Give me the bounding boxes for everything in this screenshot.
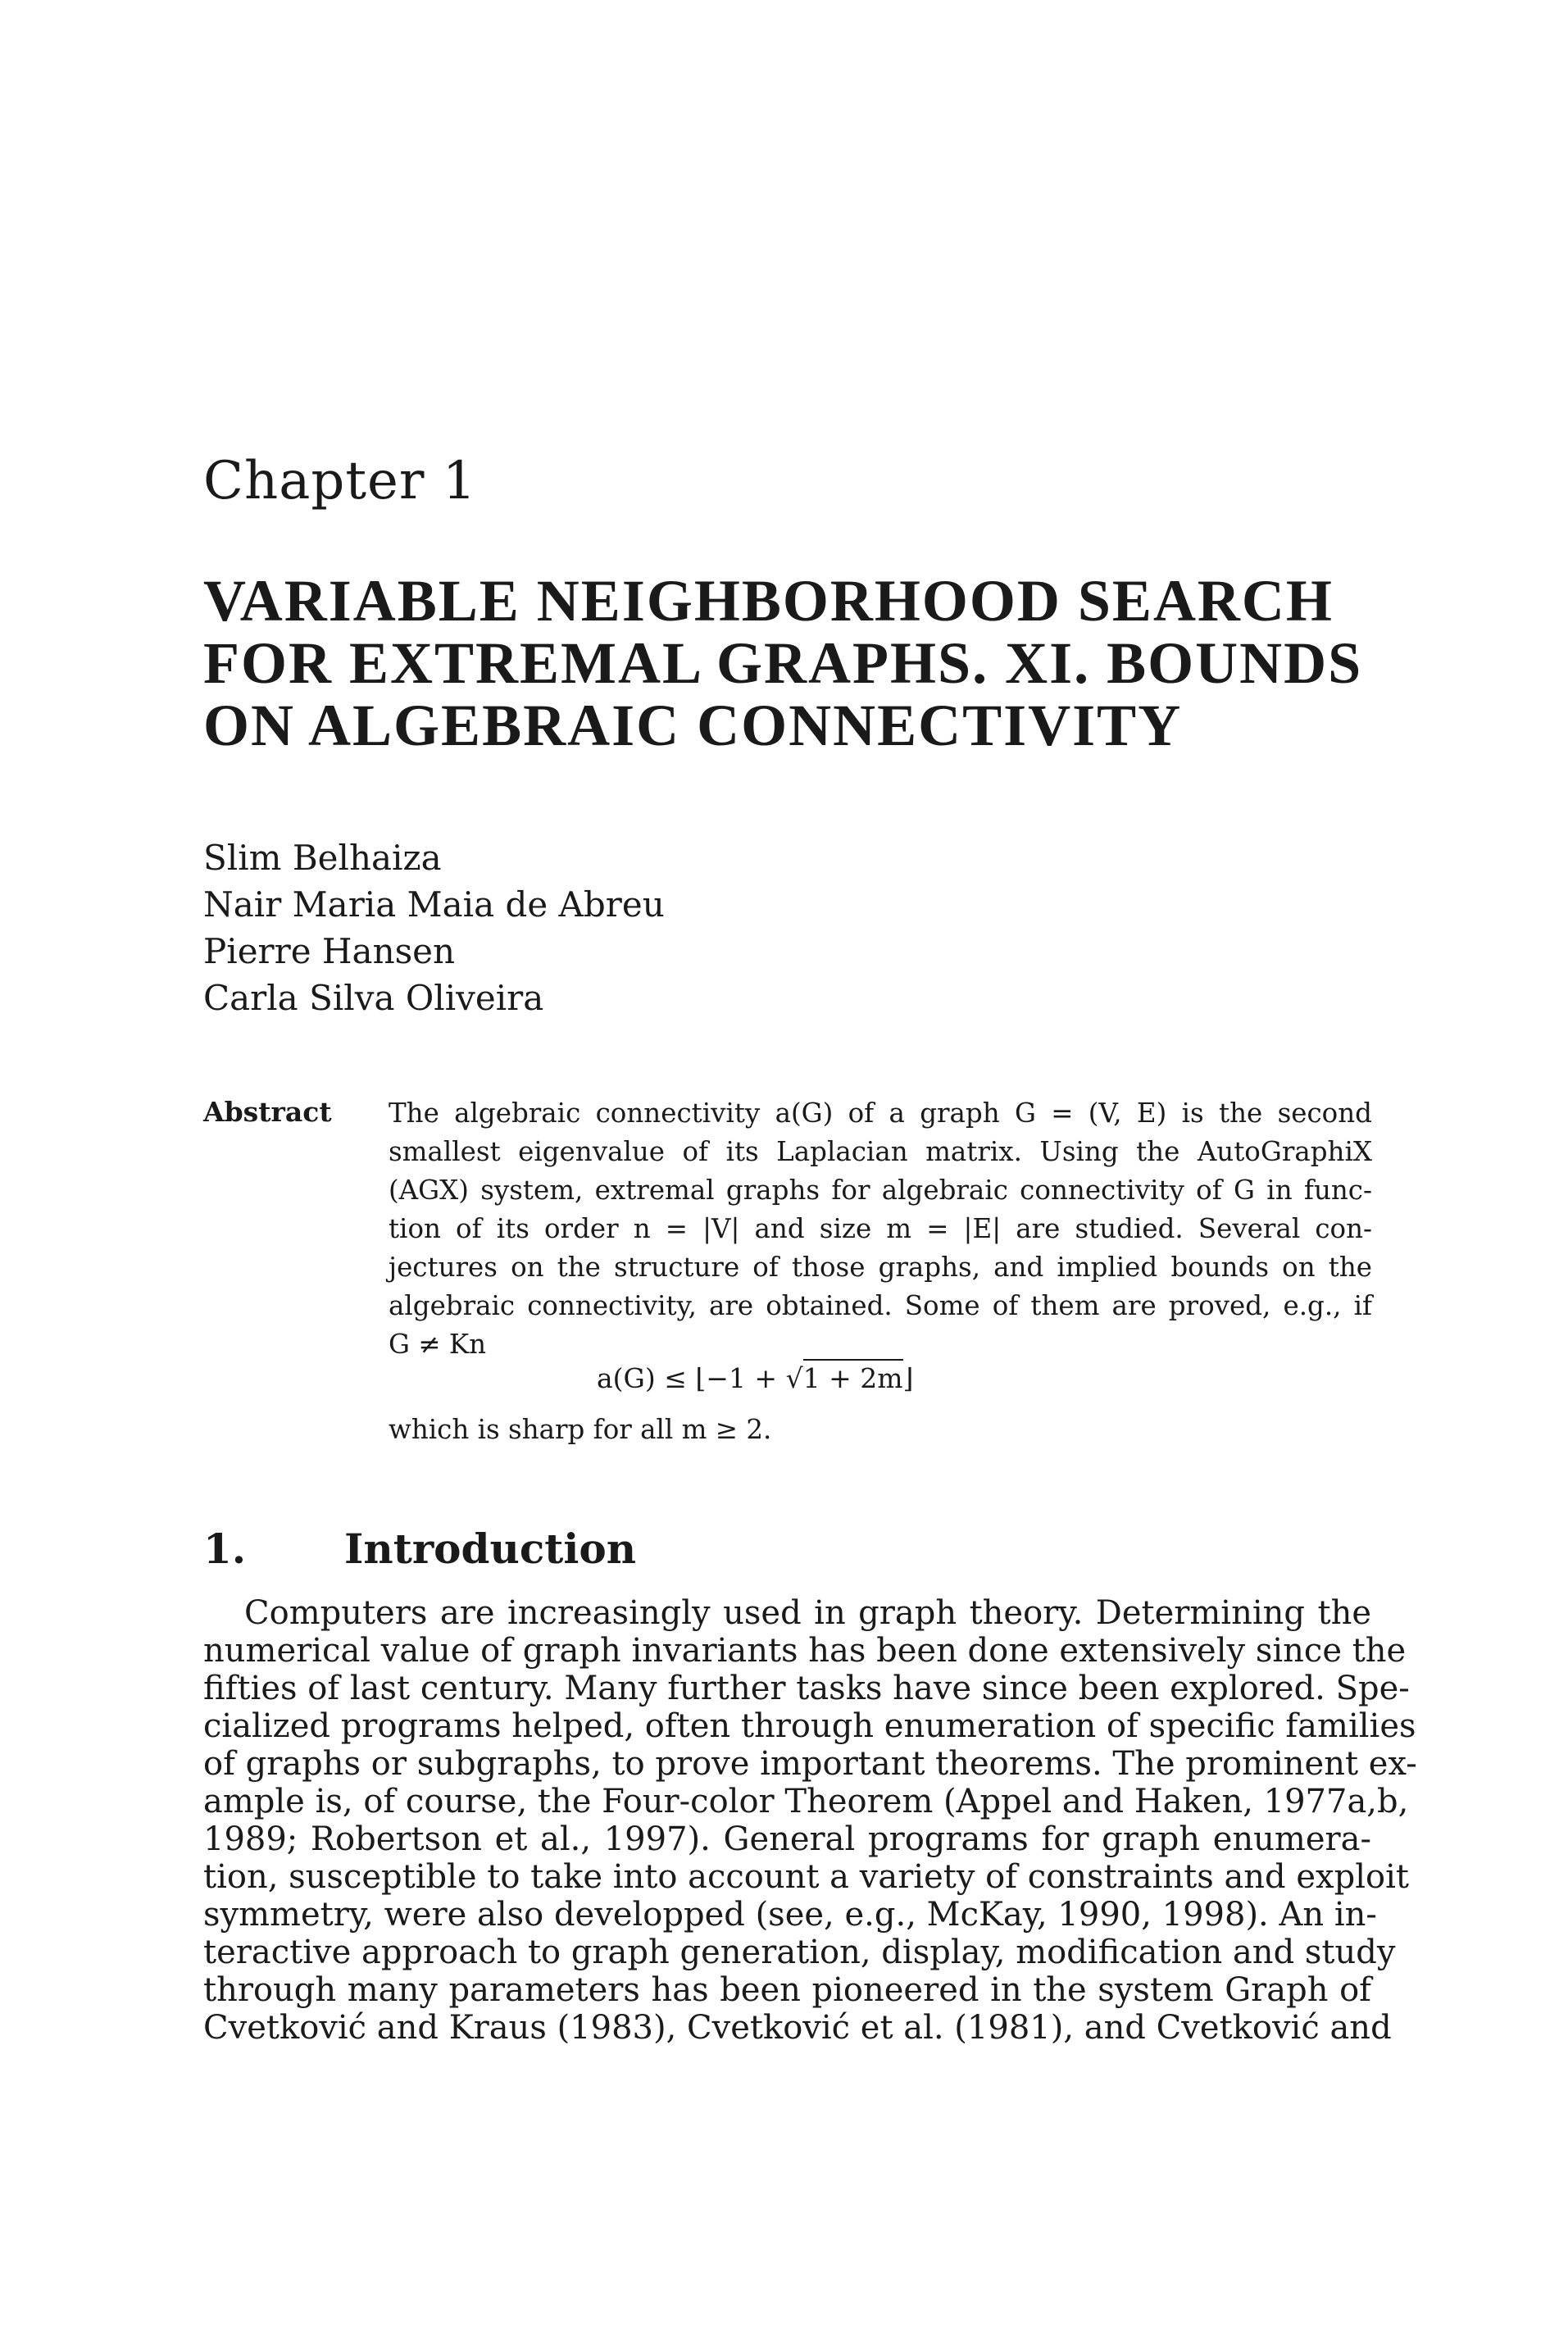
intro-line: Computers are increasingly used in graph theory. Determining the — [244, 1594, 1371, 1632]
chapter-label: Chapter 1 — [203, 451, 477, 511]
abstract-closing: which is sharp for all m ≥ 2. — [389, 1414, 772, 1445]
section-title: Introduction — [344, 1525, 637, 1573]
intro-line: teractive approach to graph generation, display, modification and study — [203, 1934, 1396, 1971]
abstract-line: (AGX) system, extremal graphs for algebraic connectivity of G in func- — [389, 1175, 1372, 1206]
title-line: FOR EXTREMAL GRAPHS. XI. BOUNDS — [203, 630, 1363, 696]
abstract-body — [389, 1094, 1372, 1364]
formula-rhs: ⌋ — [902, 1362, 914, 1394]
abstract-line: tion of its order n = |V| and size m = |E| are studied. Several con- — [389, 1213, 1372, 1244]
intro-line: cialized programs helped, often through enumeration of specific families — [203, 1707, 1416, 1745]
author-name: Pierre Hansen — [203, 931, 456, 971]
author-list — [203, 834, 665, 1021]
title-line: VARIABLE NEIGHBORHOOD SEARCH — [203, 568, 1334, 634]
intro-line: numerical value of graph invariants has been done extensively since the — [203, 1632, 1407, 1670]
intro-line: through many parameters has been pioneered in the system Graph of — [203, 1971, 1371, 2009]
intro-line: ample is, of course, the Four-color Theorem (Appel and Haken, 1977a,b, — [203, 1783, 1409, 1820]
abstract-label: Abstract — [203, 1096, 332, 1128]
intro-line: of graphs or subgraphs, to prove important theorems. The prominent ex- — [203, 1745, 1417, 1783]
intro-line: Cvetković and Kraus (1983), Cvetković et al. (1981), and Cvetković and — [203, 2009, 1392, 2047]
author-name: Nair Maria Maia de Abreu — [203, 884, 665, 925]
abstract-line: smallest eigenvalue of its Laplacian matrix. Using the AutoGraphiX — [389, 1136, 1372, 1167]
abstract-line: jectures on the structure of those graphs, and implied bounds on the — [389, 1252, 1372, 1283]
intro-line: 1989; Robertson et al., 1997). General programs for graph enumera- — [203, 1820, 1371, 1858]
intro-line: symmetry, were also developped (see, e.g., McKay, 1990, 1998). An in- — [203, 1896, 1377, 1934]
title-line: ON ALGEBRAIC CONNECTIVITY — [203, 693, 1183, 758]
bound-formula — [597, 1362, 913, 1394]
author-name: Carla Silva Oliveira — [203, 978, 544, 1018]
intro-line: fifties of last century. Many further tasks have since been explored. Spe- — [203, 1670, 1410, 1707]
paper-title — [203, 570, 1433, 757]
section-heading — [203, 1525, 636, 1573]
abstract-line: G ≠ Kn — [389, 1329, 487, 1360]
abstract-line: The algebraic connectivity a(G) of a graph G = (V, E) is the second — [389, 1098, 1372, 1129]
formula-radicand: 1 + 2m — [803, 1359, 903, 1394]
intro-paragraph — [203, 1594, 1417, 2047]
intro-line: tion, susceptible to take into account a variety of constraints and exploit — [203, 1858, 1409, 1896]
section-number: 1. — [203, 1525, 247, 1573]
formula-lhs: a(G) ≤ ⌊−1 + √ — [597, 1362, 803, 1394]
author-name: Slim Belhaiza — [203, 838, 442, 878]
abstract-line: algebraic connectivity, are obtained. Some of them are proved, e.g., if — [389, 1290, 1372, 1321]
